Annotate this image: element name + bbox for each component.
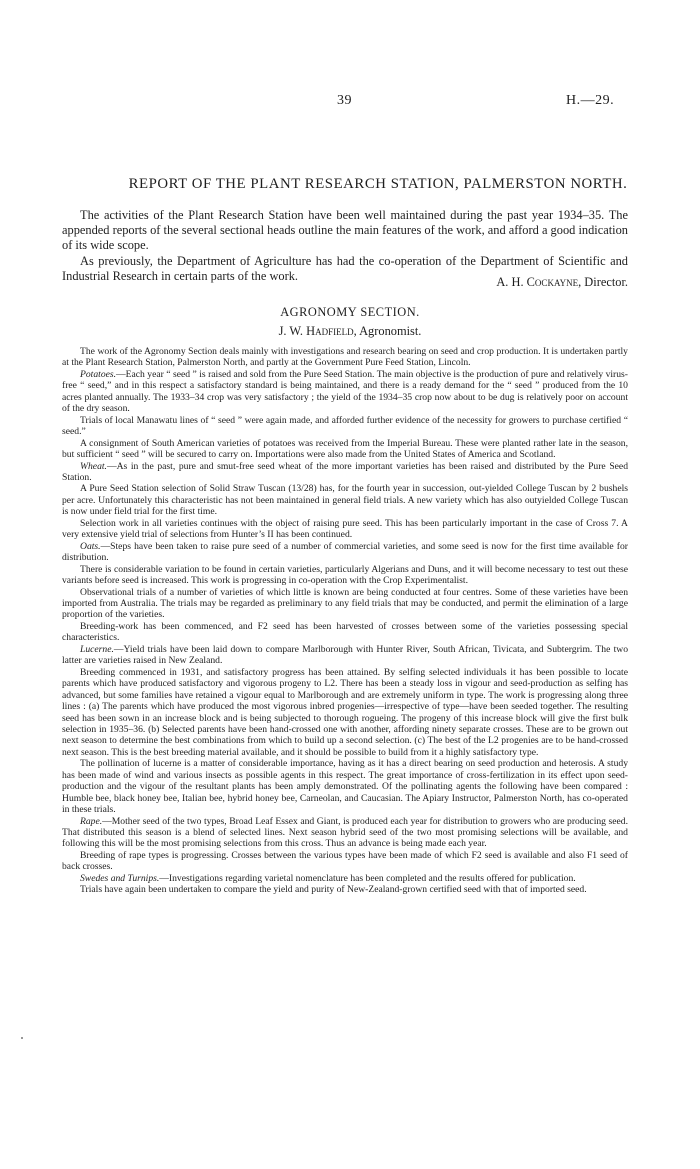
author-name: Hadfield xyxy=(306,324,354,338)
section-heading: AGRONOMY SECTION. xyxy=(280,305,420,319)
paragraph-text: Breeding commenced in 1931, and satisfactory progress has been attained. By selfing selected individuals it has been possible to locate parents which have produced satisfactory and vigorous progeny to L2. There has been a steady loss in vigour and seed-production as selfing has advanced, but some families have retained a vigour equal to Marlborough and are extremely uniform in type. The work is progressing along three lines : (a) The parents which have produced the most vigorous inbred progenies—irrespective of type—have been seeded together. The resulting seed has been sown in an increase block and is being subjected to thorough rogueing. The progeny of this increase block will give the first bulk selection in 1935–36. (b) Selected parents have been hand-crossed one with another, affording ninety separate crosses. These are to be grown out next season to determine the best combinations from which to build up a second selection. (c) The best of the L2 progenies are to be hand-crossed next season. This is the best breeding material available, and it should be possible to build from it a highly satisfactory type. xyxy=(62,666,628,758)
paragraph-text: —Mother seed of the two types, Broad Leaf Essex and Giant, is produced each year for distribution to growers who are producing seed. That distributed this season is a blend of selected lines. Next season hybrid seed of the two most promising selections will be available, and following this will be the most promising selections from this cross. Thus an advance is being made each year. xyxy=(62,815,628,850)
paragraph-text: There is considerable variation to be found in certain varieties, particularly Algerians and Duns, and it will become necessary to test out these variants before seed is increased. This work is progressing in co-operation with the Crop Experimentalist. xyxy=(62,563,628,587)
paragraph-subject: Oats. xyxy=(80,540,101,552)
body-paragraph xyxy=(62,518,628,541)
paragraph-text: Observational trials of a number of varieties of which little is known are being conducted at four centres. Some of these varieties have been imported from Australia. The trials may be regarded as preliminary to any field trials that may be conducted, and permit the elimination of a large proportion of the varieties. xyxy=(62,586,628,621)
body-paragraph xyxy=(62,644,628,667)
paragraph-text: —Yield trials have been laid down to compare Marlborough with Hunter River, South African, Tivicata, and Subtergrim. The two latter are varieties raised in New Zealand. xyxy=(62,643,628,667)
paragraph-text: A Pure Seed Station selection of Solid Straw Tuscan (13/28) has, for the fourth year in succession, out-yielded College Tuscan by 2 bushels per acre. Unfortunately this characteristic has not been maintained in general field trials. A new variety which has also outyielded College Tuscan is now under field trial for the first time. xyxy=(62,483,628,518)
paragraph-text: Breeding of rape types is progressing. Crosses between the various types have been made of which F2 seed is available and also F1 seed of back crosses. xyxy=(62,849,628,873)
body-paragraph xyxy=(62,667,628,759)
intro-paragraph: As previously, the Department of Agriculture has had the co-operation of the Department of Scientific and Industrial Research in certain parts of the work. xyxy=(62,253,628,283)
body-paragraph xyxy=(62,884,628,895)
paragraph-text: —As in the past, pure and smut-free seed wheat of the more important varieties has been raised and distributed by the Pure Seed Station. xyxy=(62,460,628,483)
paragraph-subject: Potatoes. xyxy=(80,368,117,380)
body-paragraph xyxy=(62,873,628,884)
body-paragraph xyxy=(62,415,628,438)
paragraph-subject: Wheat. xyxy=(80,460,107,472)
body-paragraph xyxy=(62,369,628,415)
body-paragraph xyxy=(62,621,628,644)
paragraph-subject: Lucerne. xyxy=(80,643,114,655)
signature-initials: A. H. xyxy=(496,275,524,289)
body-paragraph xyxy=(62,587,628,621)
body-paragraph xyxy=(62,483,628,517)
intro-paragraph: The activities of the Plant Research Station have been well maintained during the past year 1934–35. The appended reports of the several sectional heads outline the main features of the work, and afford a good indication of its wide scope. xyxy=(62,208,628,253)
body-paragraph xyxy=(62,461,628,484)
paragraph-subject: Rape. xyxy=(80,815,103,827)
paragraph-text: Trials of local Manawatu lines of “ seed ” were again made, and afforded further evidence of the necessity for growers to purchase certified “ seed.” xyxy=(62,414,628,438)
paragraph-subject: Swedes and Turnips. xyxy=(80,872,160,884)
body-paragraph xyxy=(62,758,628,815)
body-paragraph xyxy=(62,438,628,461)
paragraph-text: —Each year “ seed ” is raised and sold from the Pure Seed Station. The main objective is the production of pure and relatively virus-free “ seed,” and in this respect a satisfactory standard is being maintained, and there is a ready demand for the “ seed ” produced from the 10 acres planted annually. The 1933–34 crop was very satisfactory ; the yield of the 1934–35 crop now about to be dug is relatively poor on account of the dry season. xyxy=(62,368,628,415)
section-author xyxy=(200,324,500,339)
body-paragraph xyxy=(62,850,628,873)
paragraph-text: —Steps have been taken to raise pure seed of a number of commercial varieties, and some seed is now for the first time available for distribution. xyxy=(62,540,628,564)
body-paragraph xyxy=(62,564,628,587)
report-title: REPORT OF THE PLANT RESEARCH STATION, PALMERSTON NORTH. xyxy=(128,176,628,192)
page-number: 39 xyxy=(337,93,352,108)
signature-role: , Director. xyxy=(578,275,628,289)
paragraph-text: Selection work in all varieties continues with the object of raising pure seed. This has been particularly important in the case of Cross 7. A very extensive yield trial of selections from Hunter’s II has been continued. xyxy=(62,517,628,541)
paragraph-text: The pollination of lucerne is a matter of considerable importance, having as it has a direct bearing on seed production and heterosis. A study has been made of wind and various insects as possible agents in this respect. The great importance of cross-fertilization in its effect upon seed-production and the vigour of the resultant plants has been amply demonstrated. Of the pollinating agents the following have been compared : Humble bee, black honey bee, Italian bee, hybrid honey bee, Carneolan, and Caucasian. The Apiary Instructor, Palmerston North, has co-operated in these trials. xyxy=(62,758,628,816)
body-paragraph xyxy=(62,541,628,564)
document-reference: H.—29. xyxy=(566,93,615,108)
margin-mark xyxy=(21,1037,23,1039)
signature-name: Cockayne xyxy=(526,275,579,289)
director-signature xyxy=(432,275,628,290)
paragraph-text: The work of the Agronomy Section deals mainly with investigations and research bearing on seed and crop production. It is undertaken partly at the Plant Research Station, Palmerston North, and partly at the Government Pure Feed Station, Lincoln. xyxy=(62,346,628,369)
paragraph-text: Breeding-work has been commenced, and F2 seed has been harvested of crosses between some of the varieties possessing special characteristics. xyxy=(62,620,628,644)
author-role: , Agronomist. xyxy=(353,324,422,338)
paragraph-text: A consignment of South American varieties of potatoes was received from the Imperial Bureau. These were planted rather late in the season, but sufficient “ seed ” will be secured to carry on. Importations were also made from the United States of America and Scotland. xyxy=(62,437,628,461)
body-paragraph xyxy=(62,816,628,850)
section-body xyxy=(62,346,628,896)
paragraph-text: Trials have again been undertaken to compare the yield and purity of New-Zealand-grown certified seed with that of imported seed. xyxy=(80,884,587,896)
body-paragraph xyxy=(62,346,628,369)
author-initials: J. W. xyxy=(278,324,304,338)
paragraph-text: —Investigations regarding varietal nomenclature has been completed and the results offered for publication. xyxy=(159,872,576,884)
intro-section xyxy=(62,208,628,284)
